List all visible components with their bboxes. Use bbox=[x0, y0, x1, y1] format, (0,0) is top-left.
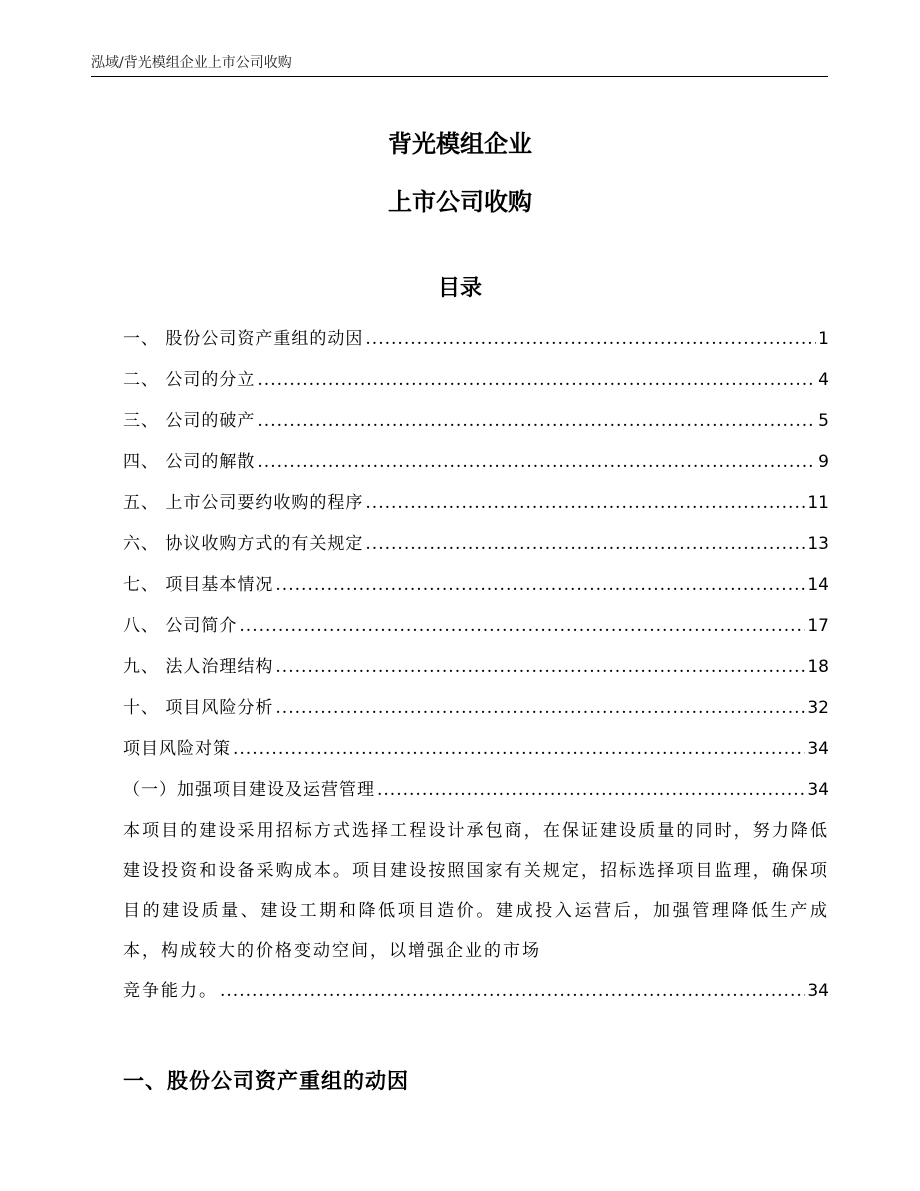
document-title-line-1: 背光模组企业 bbox=[388, 130, 532, 158]
toc-entry-label: 八、 公司简介 bbox=[123, 616, 238, 636]
toc-leader-dots bbox=[239, 606, 805, 647]
toc-entry-page: 13 bbox=[807, 534, 829, 554]
section-heading: 一、股份公司资产重组的动因 bbox=[123, 1068, 409, 1093]
toc-heading: 目录 bbox=[437, 276, 482, 301]
toc-entry-page: 11 bbox=[807, 493, 829, 513]
toc-entry[interactable] bbox=[123, 524, 829, 565]
toc-leader-dots bbox=[275, 565, 805, 606]
toc-entry-label: 六、 协议收购方式的有关规定 bbox=[123, 534, 364, 554]
toc-leader-dots bbox=[377, 770, 805, 811]
toc-entry-label: 竞争能力。 bbox=[123, 981, 218, 1001]
toc-entry[interactable] bbox=[123, 565, 829, 606]
toc-leader-dots bbox=[275, 647, 805, 688]
toc-entry[interactable] bbox=[123, 688, 829, 729]
toc-entry-label: 九、 法人治理结构 bbox=[123, 657, 274, 677]
toc-entry-label: 一、 股份公司资产重组的动因 bbox=[123, 329, 364, 349]
toc-entry[interactable] bbox=[123, 401, 829, 442]
toc-leader-dots bbox=[233, 729, 805, 770]
toc-entry-page: 32 bbox=[807, 698, 829, 718]
toc-entry-label: 七、 项目基本情况 bbox=[123, 575, 274, 595]
toc-entry[interactable] bbox=[123, 319, 829, 360]
toc-entry[interactable] bbox=[123, 606, 829, 647]
toc-entry-page: 17 bbox=[807, 616, 829, 636]
document-title-line-2: 上市公司收购 bbox=[388, 188, 532, 216]
toc-entry[interactable] bbox=[123, 483, 829, 524]
toc-entry-page: 1 bbox=[818, 329, 829, 349]
toc-entry-label: 十、 项目风险分析 bbox=[123, 698, 274, 718]
toc-entry[interactable] bbox=[123, 442, 829, 483]
toc-leader-dots bbox=[365, 483, 805, 524]
toc-entry[interactable] bbox=[123, 770, 829, 811]
toc-entry-page: 14 bbox=[807, 575, 829, 595]
toc-entry-page: 5 bbox=[818, 411, 829, 431]
toc-entry-page: 34 bbox=[807, 780, 829, 800]
toc-long-entry-last-line bbox=[123, 971, 829, 1012]
toc-leader-dots bbox=[275, 688, 805, 729]
toc-leader-dots bbox=[365, 524, 805, 565]
header-divider bbox=[91, 76, 828, 77]
toc-entry-label: （一）加强项目建设及运营管理 bbox=[123, 780, 375, 800]
toc-leader-dots bbox=[257, 360, 816, 401]
toc-entry-label: 五、 上市公司要约收购的程序 bbox=[123, 493, 364, 513]
toc-leader-dots bbox=[257, 442, 816, 483]
toc-entry[interactable] bbox=[123, 729, 829, 770]
toc-entry-page: 34 bbox=[807, 739, 829, 759]
toc-entry[interactable] bbox=[123, 647, 829, 688]
toc-leader-dots bbox=[220, 971, 805, 1012]
toc-entry-label: 项目风险对策 bbox=[123, 739, 231, 759]
toc-long-entry-text: 本项目的建设采用招标方式选择工程设计承包商，在保证建设质量的同时，努力降低建设投资和设备采购成本。项目建设按照国家有关规定，招标选择项目监理，确保项目的建设质量、建设工期和降低项目造价。建成投入运营后，加强管理降低生产成本，构成较大的价格变动空间，以增强企业的市场 bbox=[123, 821, 829, 961]
toc-entry-label: 四、 公司的解散 bbox=[123, 452, 256, 472]
toc-entry-page: 9 bbox=[818, 452, 829, 472]
toc-long-entry[interactable] bbox=[123, 811, 829, 1012]
toc-entry-page: 4 bbox=[818, 370, 829, 390]
running-header: 泓域/背光模组企业上市公司收购 bbox=[91, 55, 292, 71]
table-of-contents bbox=[123, 319, 829, 1012]
toc-leader-dots bbox=[257, 401, 816, 442]
toc-entry-label: 三、 公司的破产 bbox=[123, 411, 256, 431]
toc-entry-label: 二、 公司的分立 bbox=[123, 370, 256, 390]
toc-entry-page: 34 bbox=[807, 981, 829, 1001]
toc-entry-page: 18 bbox=[807, 657, 829, 677]
toc-leader-dots bbox=[365, 319, 816, 360]
toc-entry[interactable] bbox=[123, 360, 829, 401]
